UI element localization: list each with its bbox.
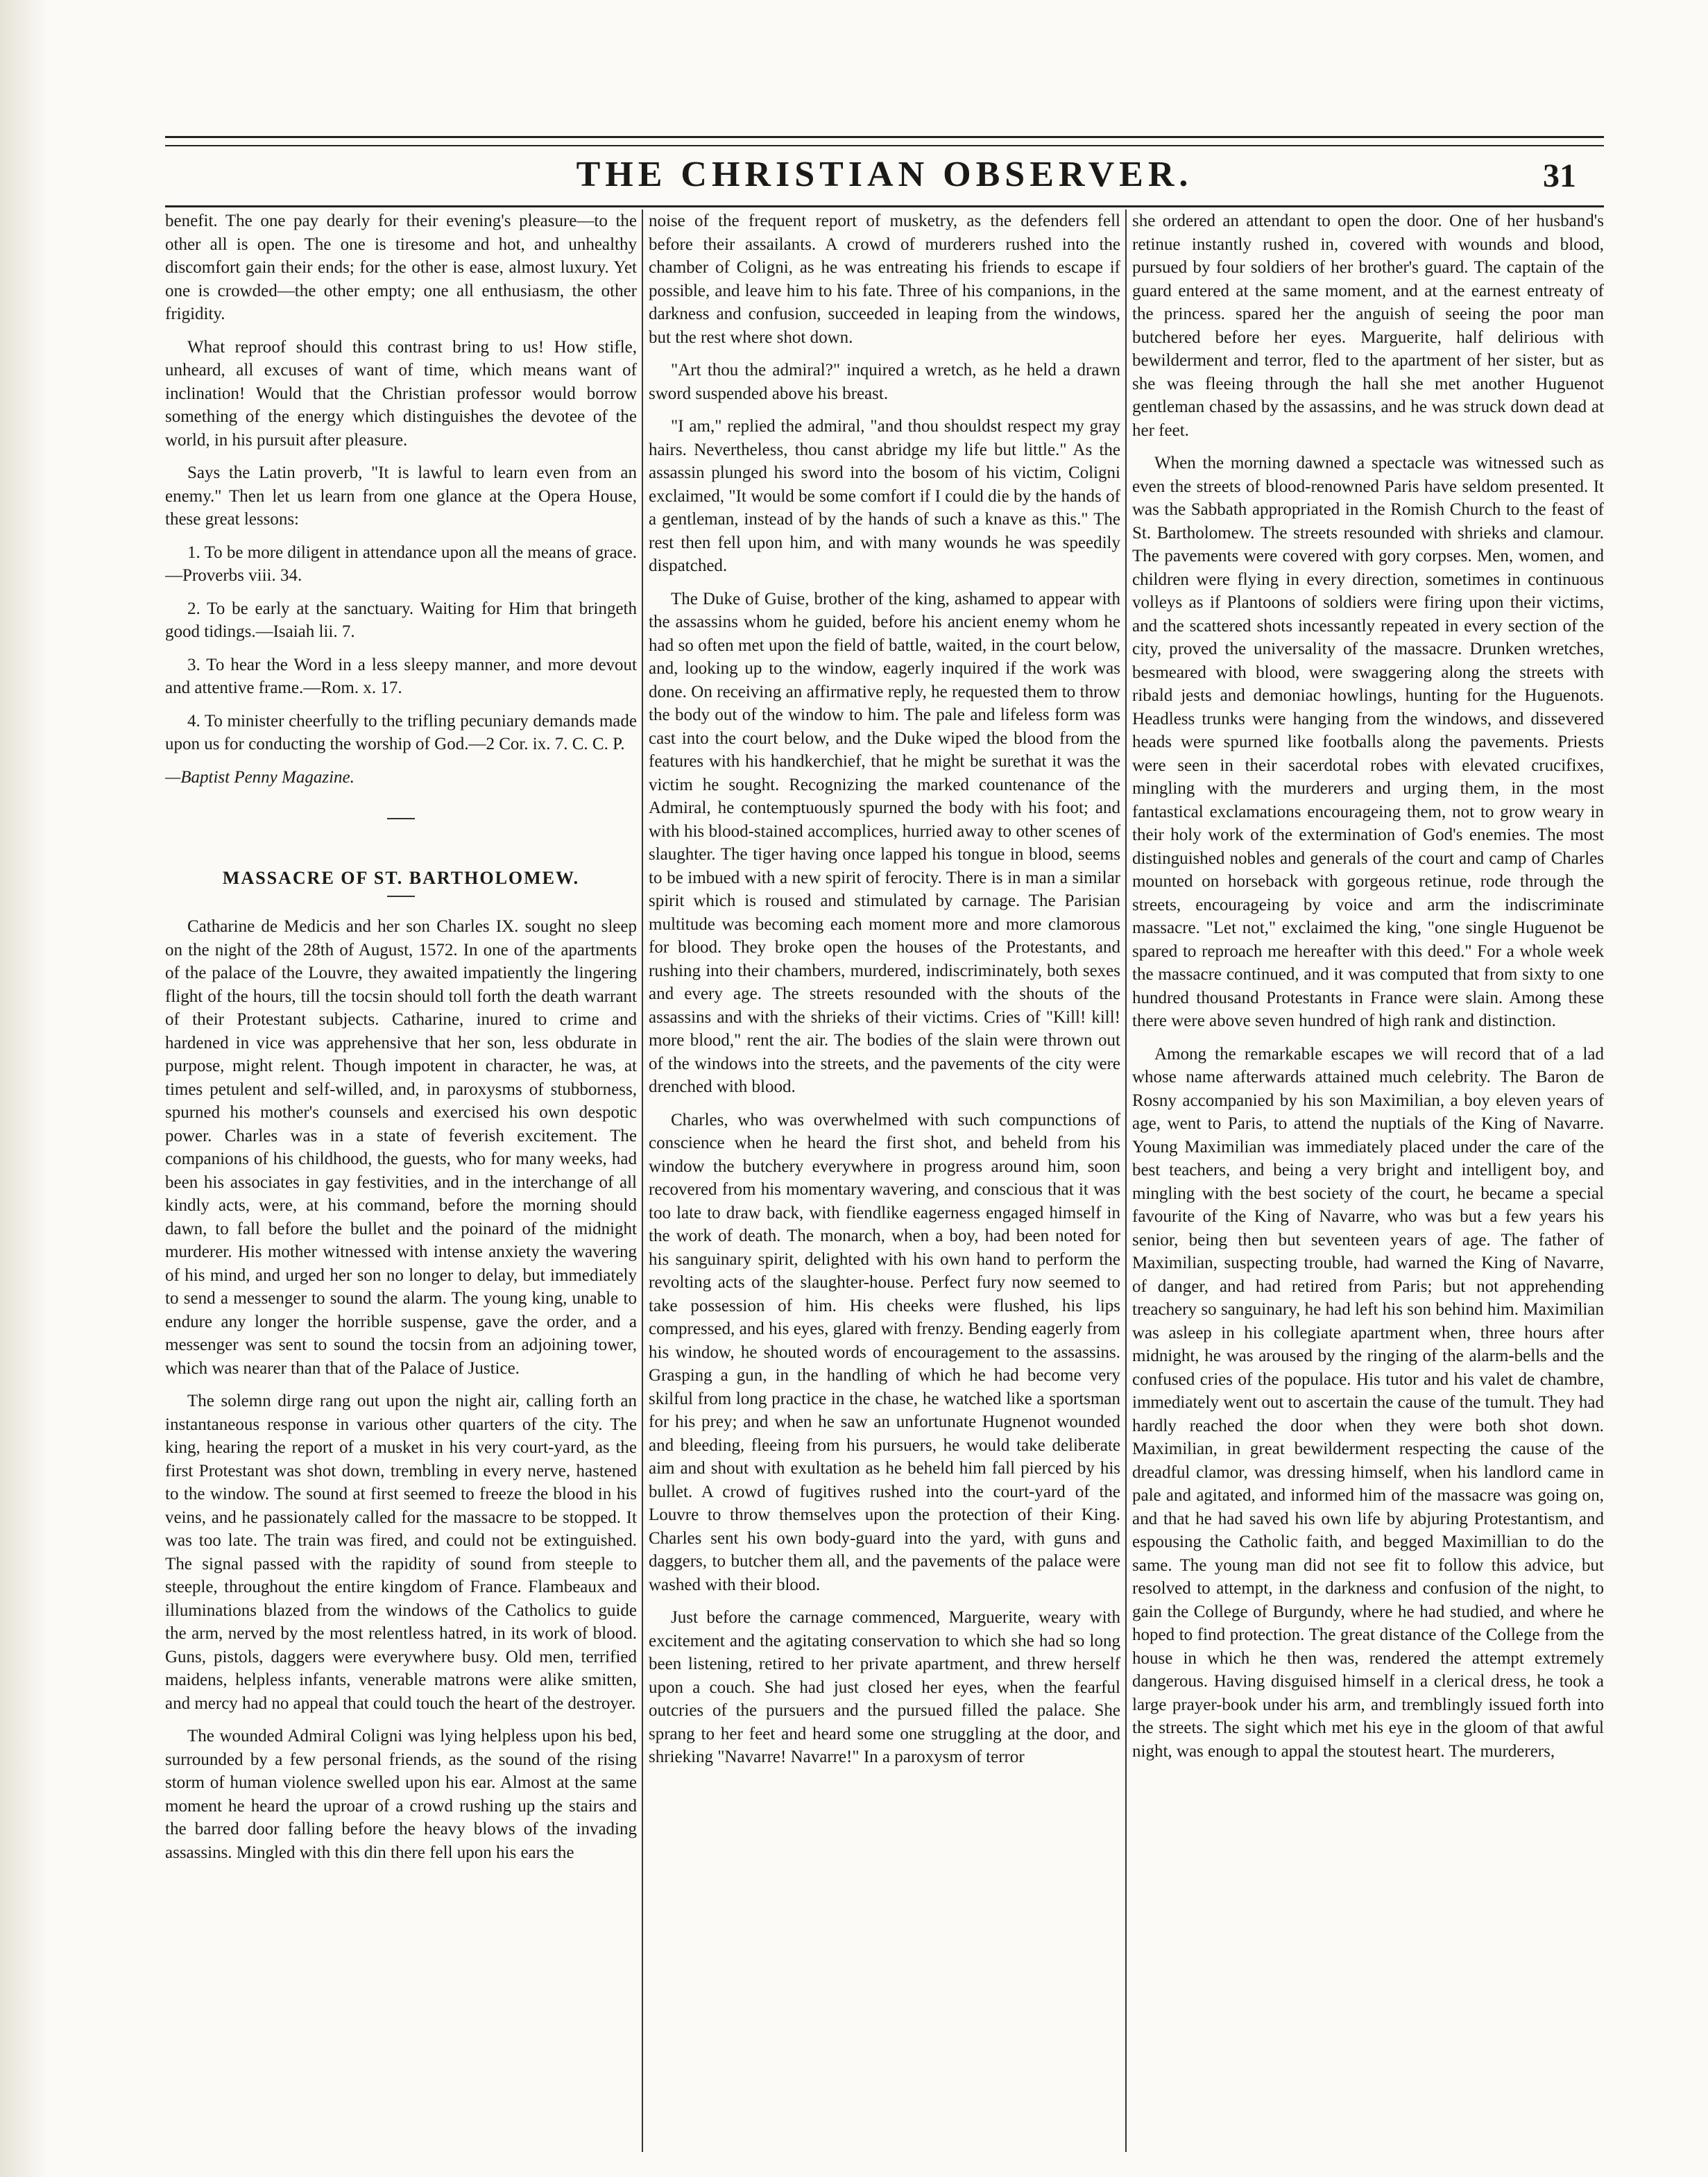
paragraph: "I am," replied the admiral, "and thou shouldst respect my gray hairs. Nevertheless, thou canst abridge my life but little." As the assassin plunged his sword into the bosom of his victim, Coligni exclaimed, "It would be some comfort if I could die by the hands of a gentleman, instead of by the hands of such a knave as this." The rest then fell upon him, and with many wounds he was speedily dispatched. — [649, 417, 1120, 575]
column-1 — [165, 210, 637, 2152]
section-divider — [387, 818, 415, 819]
paragraph: Among the remarkable escapes we will record that of a lad whose name afterwards attained much celebrity. The Baron de Rosny accompanied by his son Maximilian, a boy eleven years of age, went to Paris, to attend the nuptials of the King of Navarre. Young Maximilian was immediately placed under the care of the best teachers, and being a very bright and intelligent boy, and mingling with the best society of the court, he became a special favourite of the King of Navarre, who was but a few years his senior, being then but seventeen years of age. The father of Maximilian, suspecting trouble, had warned the King of Navarre, of danger, and had retired from Paris; but not apprehending treachery so sanguinary, he had left his son behind him. Maximilian was asleep in his collegiate apartment when, three hours after midnight, he was aroused by the ringing of the alarm-bells and the confused cries of the populace. His tutor and his valet de chambre, immediately went out to ascertain the cause of the tumult. They had hardly reached the door when they were both shot down. Maximilian, in great bewilderment respecting the cause of the dreadful clamor, was dressing himself, when his landlord came in pale and agitated, and informed him of the massacre was going on, and that he had saved his own life by abjuring Protestantism, and espousing the Catholic faith, and begged Maximillian to do the same. The young man did not see fit to follow this advice, but resolved to attempt, in the darkness and confusion of the night, to gain the College of Burgundy, where he had studied, and where he hoped to find protection. The great distance of the College from the house in which he then was, rendered the attempt extremely dangerous. Having disguised himself in a clerical dress, he took a large prayer-book under his arm, and tremblingly issued forth into the streets. The sight which met his eye in the gloom of that awful night, was enough to appal the stoutest heart. The murderers, — [1132, 1044, 1604, 1761]
paragraph: What reproof should this contrast bring to us! How stifle, unheard, all excuses of want of time, which means want of inclination! Would that the Christian professor would borrow something of the energy which distinguishes the devotee of the world, in his pursuit after pleasure. — [165, 337, 637, 450]
running-header — [165, 154, 1604, 203]
page-number: 31 — [1543, 157, 1576, 194]
list-item: 1. To be more diligent in attendance upon all the means of grace.—Proverbs viii. 34. — [165, 543, 637, 585]
header-rule-top — [165, 136, 1604, 146]
paragraph: Just before the carnage commenced, Marguerite, weary with excitement and the agitating conservation to which she had so long been listening, retired to her private apartment, and threw herself upon a couch. She had just closed her eyes, when the fearful outcries of the pursuers and the pursued filled the palace. She sprang to her feet and heard some one struggling at the door, and shrieking "Navarre! Navarre!" In a paroxysm of terror — [649, 1608, 1120, 1766]
paragraph: Says the Latin proverb, "It is lawful to learn even from an enemy." Then let us learn from one glance at the Opera House, these great lessons: — [165, 463, 637, 529]
article-title: MASSACRE OF ST. BARTHOLOMEW. — [222, 868, 580, 888]
paragraph: The Duke of Guise, brother of the king, ashamed to appear with the assassins whom he guided, before his ancient enemy whom he had so often met upon the field of battle, waited, in the court below, and, looking up to the window, eagerly inquired if the work was done. On receiving an affirmative reply, he requested them to throw the body out of the window to him. The pale and lifeless form was cast into the court below, and the Duke wiped the blood from the features with his handkerchief, that he might be surethat it was the victim he sought. Recognizing the marked countenance of the Admiral, he contemptuously spurned the body with his foot; and with his blood-stained accomplices, hurried away to other scenes of slaughter. The tiger having once lapped his tongue in blood, seems to be imbued with a new spirit of ferocity. There is in man a similar spirit which is roused and stimulated by carnage. The Parisian multitude was becoming each moment more and more clamorous for blood. They broke open the houses of the Protestants, and rushing into their chambers, murdered, indiscriminately, both sexes and every age. The streets resounded with the shouts of the assassins and with the shrieks of their victims. Cries of "Kill! kill! more blood," rent the air. The bodies of the slain were thrown out of the windows into the streets, and the pavements of the city were drenched with blood. — [649, 589, 1120, 1096]
list-item: 4. To minister cheerfully to the trifling pecuniary demands made upon us for conducting the worship of God.—2 Cor. ix. 7. C. C. P. — [165, 711, 637, 753]
page-edge-shadow — [0, 0, 49, 2177]
title-rule — [387, 896, 415, 897]
paragraph: "Art thou the admiral?" inquired a wretch, as he held a drawn sword suspended above his breast. — [649, 361, 1120, 403]
paragraph: she ordered an attendant to open the door. One of her husband's retinue instantly rushed in, covered with wounds and blood, pursued by four soldiers of her brother's guard. The captain of the guard entered at the same moment, and at the earnest entreaty of the princess. spared her the anguish of seeing the poor man butchered before her eyes. Marguerite, half delirious with bewilderment and terror, fled to the apartment of her sister, but as she was fleeing through the hall she met another Huguenot gentleman chased by the assassins, and he was struck down dead at her feet. — [1132, 212, 1604, 440]
paragraph: noise of the frequent report of musketry, as the defenders fell before their assailants. A crowd of murderers rushed into the chamber of Coligni, as he was entreating his friends to escape if possible, and leave him to his fate. Three of his companions, in the darkness and confusion, succeeded in leaping from the windows, but the rest where shot down. — [649, 212, 1120, 347]
paragraph: The wounded Admiral Coligni was lying helpless upon his bed, surrounded by a few personal friends, as the sound of the rising storm of human violence swelled upon his ear. Almost at the same moment he heard the uproar of a crowd rushing up the stairs and the barred door falling before the heavy blows of the invading assassins. Mingled with this din there fell upon his ears the — [165, 1727, 637, 1862]
paragraph: When the morning dawned a spectacle was witnessed such as even the streets of blood-renowned Paris have seldom presented. It was the Sabbath appropriated in the Romish Church to the feast of St. Bartholomew. The streets resounded with shrieks and clamour. The pavements were covered with gory corpses. Men, women, and children were flying in every direction, sometimes in continuous volleys as if Plantoons of soldiers were firing upon their victims, and the scattered shots incessantly repeated in every section of the city, proved the universality of the massacre. Drunken wretches, besmeared with blood, were swaggering along the streets with ribald jests and demoniac howlings, hunting for the Huguenots. Headless trunks were hanging from the windows, and dissevered heads were spurned like footballs along the pavements. Priests were seen in their sacerdotal robes with elevated crucifixes, mingling with the murderers and urging them, in the most fantastical exclamations encourageing them, not to grow weary in their holy work of the extermination of God's enemies. The most distinguished nobles and generals of the court and camp of Charles mounted on horseback with gorgeous retinue, rode through the streets, encourageing by voice and arm the indiscriminate massacre. "Let not," exclaimed the king, "one single Huguenot be spared to reproach me hereafter with this deed." For a whole week the massacre continued, and it was computed that from sixty to one hundred thousand Protestants in France were slain. Among these there were above seven hundred of high rank and distinction. — [1132, 454, 1604, 1030]
paragraph: benefit. The one pay dearly for their evening's pleasure—to the other all is open. The one is tiresome and hot, and unhealthy discomfort gain their ends; for the other is ease, almost luxury. Yet one is crowded—the other empty; one all enthusiasm, the other frigidity. — [165, 212, 637, 323]
column-3 — [1125, 210, 1604, 2152]
text-columns — [165, 210, 1604, 2152]
source-credit: —Baptist Penny Magazine. — [165, 767, 355, 787]
paragraph: The solemn dirge rang out upon the night air, calling forth an instantaneous response in various other quarters of the city. The king, hearing the report of a musket in his very court-yard, as the first Protestant was shot down, trembling in every nerve, hastened to the window. The sound at first seemed to freeze the blood in his veins, and he passionately called for the massacre to be stopped. It was too late. The train was fired, and could not be extinguished. The signal passed with the rapidity of sound from steeple to steeple, throughout the entire kingdom of France. Flambeaux and illuminations blazed from the windows of the Catholics to guide the arm, nerved by the most relentless hatred, in its work of blood. Guns, pistols, daggers were everywhere busy. Old men, terrified maidens, helpless infants, venerable matrons were alike smitten, and mercy had no appeal that could touch the heart of the destroyer. — [165, 1392, 637, 1713]
paragraph: Charles, who was overwhelmed with such compunctions of conscience when he heard the first shot, and beheld from his window the butchery everywhere in progress around him, soon recovered from his momentary wavering, and conscious that it was too late to draw back, with fiendlike eagerness engaged himself in the work of death. The monarch, when a boy, had been noted for his sanguinary spirit, delighted with his own hand to perform the revolting acts of the slaughter-house. Perfect fury now seemed to take possession of him. His cheeks were flushed, his lips compressed, and his eyes, glared with frenzy. Bending eagerly from his window, he shouted words of encouragement to the assassins. Grasping a gun, in the handling of which he had become very skilful from long practice in the chase, he watched like a sportsman for his prey; and when he saw an unfortunate Hugnenot wounded and bleeding, fleeing from his pursuers, he would take deliberate aim and shout with exultation as he beheld him fall pierced by his bullet. A crowd of fugitives rushed into the court-yard of the Louvre to throw themselves upon the protection of their King. Charles sent his own body-guard into the yard, with guns and daggers, to butcher them all, and the pavements of the palace were washed with their blood. — [649, 1110, 1120, 1594]
list-item: 3. To hear the Word in a less sleepy manner, and more devout and attentive frame.—Rom. x. 17. — [165, 655, 637, 697]
list-item: 2. To be early at the sanctuary. Waiting for Him that bringeth good tidings.—Isaiah lii. 7. — [165, 599, 637, 641]
paragraph: Catharine de Medicis and her son Charles IX. sought no sleep on the night of the 28th of August, 1572. In one of the apartments of the palace of the Louvre, they awaited impatiently the lingering flight of the hours, till the tocsin should toll forth the death warrant of their Protestant subjects. Catharine, inured to crime and hardened in vice was apprehensive that her son, less obdurate in purpose, might relent. Though impotent in character, he was, at times petulent and self-willed, and, in paroxysms of stubborness, spurned his mother's counsels and exercised his own despotic power. Charles was in a state of feverish excitement. The companions of his childhood, the guests, who for many weeks, had been his associates in gay festivities, and in the interchange of all kindly acts, were, at his command, before the morning should dawn, to fall before the bullet and the poinard of the midnight murderer. His mother witnessed with intense anxiety the wavering of his mind, and urged her son no longer to delay, but immediately to send a messenger to sound the alarm. The young king, unable to endure any longer the horrible suspense, gave the order, and a messenger was sent to sound the tocsin from an adjoining tower, which was nearer than that of the Palace of Justice. — [165, 917, 637, 1378]
journal-title: THE CHRISTIAN OBSERVER. — [576, 155, 1193, 194]
column-2 — [642, 210, 1120, 2152]
header-rule-bottom — [165, 205, 1604, 207]
